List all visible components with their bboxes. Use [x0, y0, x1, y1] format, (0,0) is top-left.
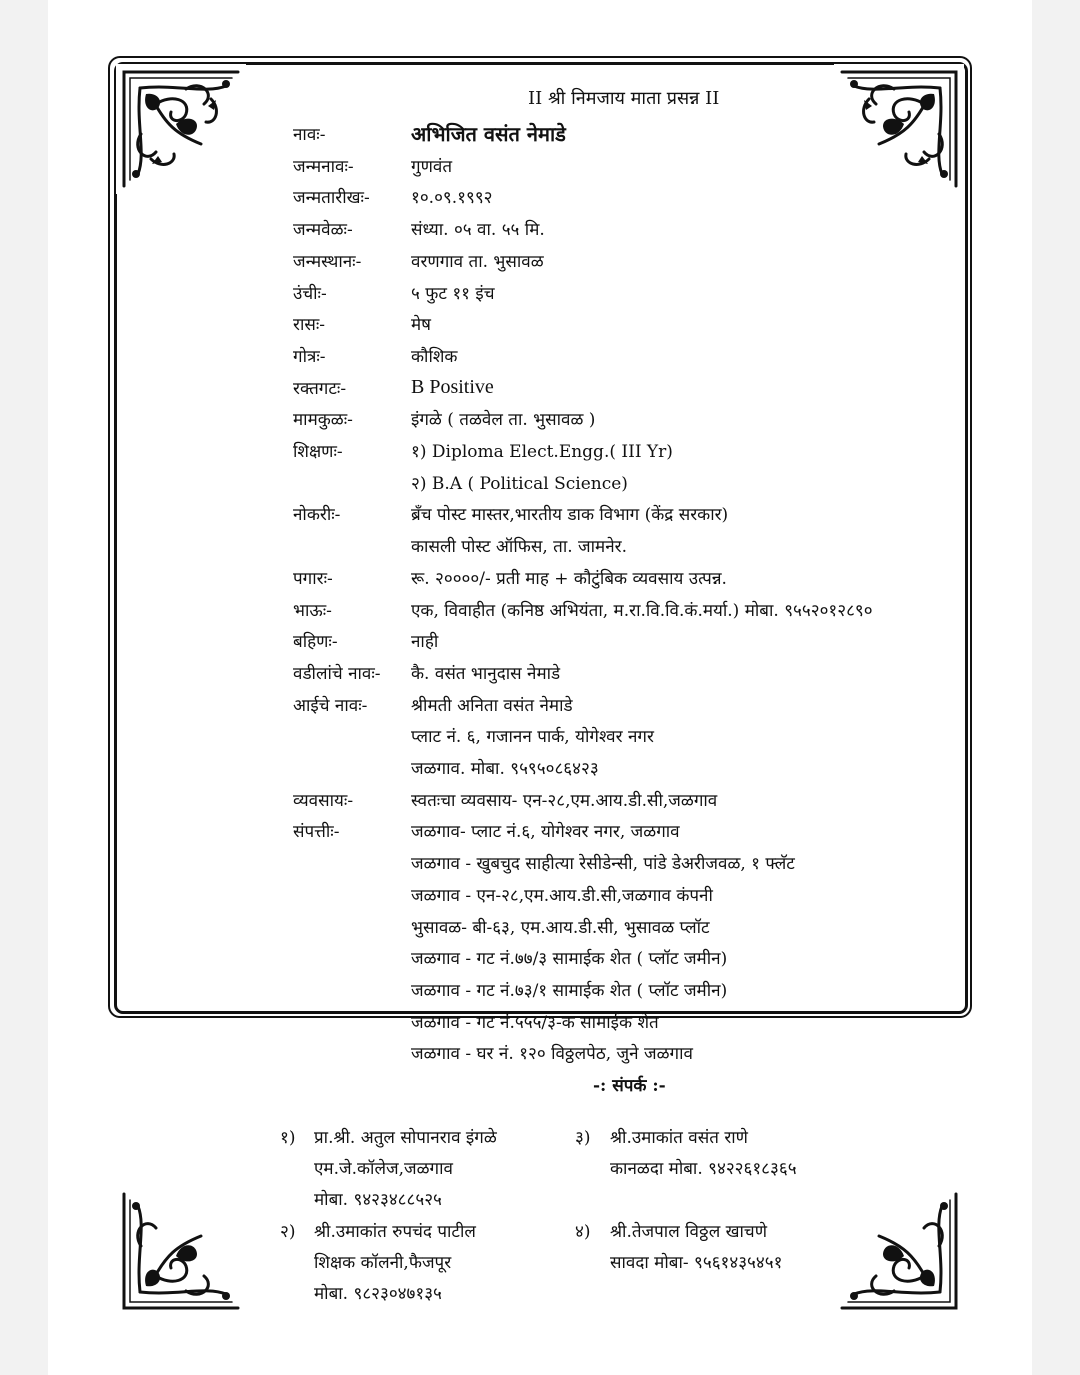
field-value: मेष	[411, 315, 431, 335]
field-value: ब्रँच पोस्ट मास्तर,भारतीय डाक विभाग (केंद्र सरकार)	[411, 505, 729, 525]
field-value: जळगाव- प्लाट नं.६, योगेश्वर नगर, जळगाव	[411, 822, 680, 842]
field-label: उंचीः-	[293, 284, 327, 304]
contact-number: १)	[280, 1128, 296, 1148]
field-value: कासली पोस्ट ऑफिस, ता. जामनेर.	[411, 537, 628, 557]
field-value: जळगाव - एन-२८,एम.आय.डी.सी,जळगाव कंपनी	[411, 886, 713, 906]
field-value: संध्या. ०५ वा. ५५ मि.	[411, 220, 545, 240]
field-label: व्यवसायः-	[293, 791, 354, 811]
contact-name: श्री.उमाकांत रुपचंद पाटील	[314, 1222, 476, 1242]
field-label: जन्मस्थानः-	[293, 252, 362, 272]
field-value: जळगाव. मोबा. ९५९५०८६४२३	[411, 759, 599, 779]
contact-detail: शिक्षक कॉलनी,फैजपूर	[314, 1253, 452, 1273]
field-label: पगारः-	[293, 569, 333, 589]
contact-name: श्री.उमाकांत वसंत राणे	[610, 1128, 748, 1148]
field-label: रक्तगटः-	[293, 379, 347, 399]
field-label: नावः-	[293, 125, 326, 145]
field-value: जळगाव - गट नं.५५५/३-क सामाईक शेत	[411, 1013, 659, 1033]
field-value: प्लाट नं. ६, गजानन पार्क, योगेश्वर नगर	[411, 727, 654, 747]
field-value: जळगाव - गट नं.७७/३ सामाईक शेत ( प्लॉट जमीन)	[411, 949, 728, 969]
field-label: मामकुळः-	[293, 410, 353, 430]
field-label: शिक्षणः-	[293, 442, 343, 462]
field-label: बहिणः-	[293, 632, 338, 652]
field-value: जळगाव - खुबचुद साहीत्या रेसीडेन्सी, पांडे डेअरीजवळ, १ फ्लॅट	[411, 854, 795, 874]
field-value: १०.०९.१९९२	[411, 188, 493, 208]
field-label: जन्मनावः-	[293, 157, 354, 177]
field-label: जन्मवेळः-	[293, 220, 353, 240]
contact-heading: -: संपर्क :-	[593, 1076, 666, 1096]
corner-ornament-icon	[116, 64, 246, 194]
field-label: भाऊः-	[293, 601, 332, 621]
field-value: रू. २००००/- प्रती माह + कौटुंबिक व्यवसाय उत्पन्न.	[411, 569, 727, 589]
field-value: २) B.A ( Political Science)	[411, 474, 628, 494]
field-label: जन्मतारीखः-	[293, 188, 370, 208]
field-value: भुसावळ- बी-६३, एम.आय.डी.सी, भुसावळ प्लॉट	[411, 918, 710, 938]
field-label: नोकरीः-	[293, 505, 341, 525]
field-value: नाही	[411, 632, 439, 652]
contact-number: ४)	[575, 1222, 591, 1242]
field-value: कै. वसंत भानुदास नेमाडे	[411, 664, 561, 684]
field-value: इंगळे ( तळवेल ता. भुसावळ )	[411, 410, 596, 430]
field-value: स्वतःचा व्यवसाय- एन-२८,एम.आय.डी.सी,जळगाव	[411, 791, 718, 811]
contact-detail: मोबा. ९४२३४८८५२५	[314, 1190, 442, 1210]
field-value: जळगाव - गट नं.७३/१ सामाईक शेत ( प्लॉट जमीन)	[411, 981, 728, 1001]
field-value: B Positive	[411, 376, 494, 398]
field-value: जळगाव - घर नं. १२० विठ्ठलपेठ, जुने जळगाव	[411, 1044, 693, 1064]
contact-detail: मोबा. ९८२३०४७१३५	[314, 1284, 442, 1304]
contact-number: २)	[280, 1222, 296, 1242]
field-label: आईचे नावः-	[293, 696, 368, 716]
field-value: ५ फुट ११ इंच	[411, 284, 495, 304]
field-value: एक, विवाहीत (कनिष्ठ अभियंता, म.रा.वि.वि.कं.मर्या.) मोबा. ९५५२०१२८९०	[411, 601, 873, 621]
corner-ornament-icon	[834, 1186, 964, 1316]
field-value: वरणगाव ता. भुसावळ	[411, 252, 544, 272]
field-value: श्रीमती अनिता वसंत नेमाडे	[411, 696, 573, 716]
field-label: वडीलांचे नावः-	[293, 664, 381, 684]
field-label: रासः-	[293, 315, 326, 335]
contact-detail: एम.जे.कॉलेज,जळगाव	[314, 1159, 453, 1179]
field-label: गोत्रः-	[293, 347, 326, 367]
corner-ornament-icon	[116, 1186, 246, 1316]
blessing-heading: II श्री निमजाय माता प्रसन्न II	[528, 88, 720, 109]
contact-name: प्रा.श्री. अतुल सोपानराव इंगळे	[314, 1128, 497, 1148]
field-label: संपत्तीः-	[293, 822, 340, 842]
candidate-name: अभिजित वसंत नेमाडे	[411, 122, 566, 146]
field-value: गुणवंत	[411, 157, 453, 177]
corner-ornament-icon	[834, 64, 964, 194]
field-value: १) Diploma Elect.Engg.( III Yr)	[411, 442, 673, 462]
contact-detail: सावदा मोबा- ९५६१४३५४५१	[610, 1253, 783, 1273]
field-value: कौशिक	[411, 347, 458, 367]
contact-number: ३)	[575, 1128, 591, 1148]
contact-detail: कानळदा मोबा. ९४२२६१८३६५	[610, 1159, 797, 1179]
contact-name: श्री.तेजपाल विठ्ठल खाचणे	[610, 1222, 768, 1242]
